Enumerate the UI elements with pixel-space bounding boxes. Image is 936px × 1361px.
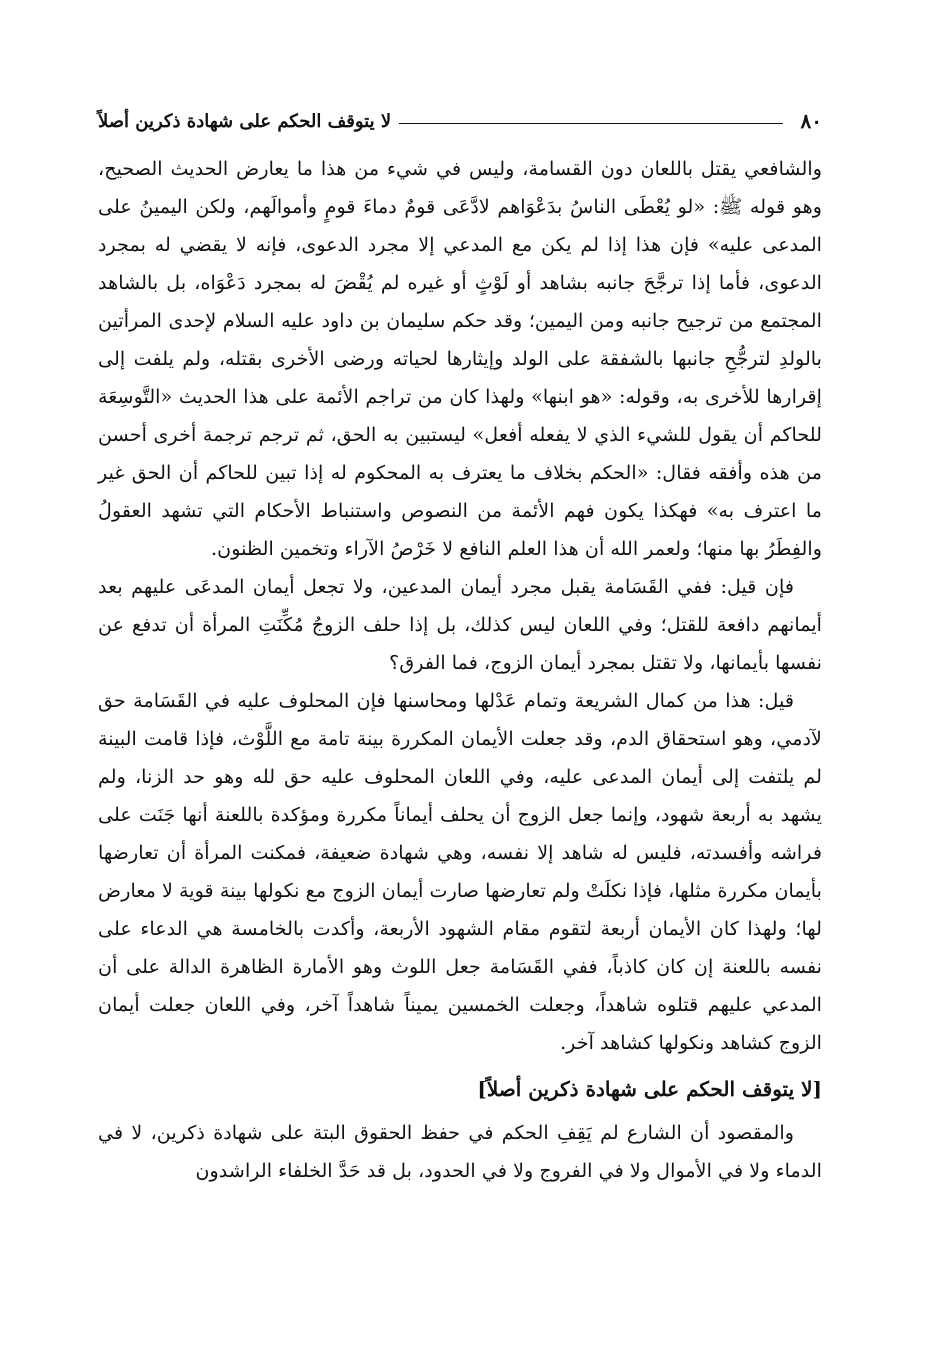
paragraph: والمقصود أن الشارع لم يَقِفِ الحكم في حفظ الحقوق البتة على شهادة ذكرين، لا في الدماء ولا في الأموال ولا في الفروج ولا في الحدود، بل قد حَدَّ الخلفاء الراشدون — [98, 1121, 822, 1182]
header-rule — [399, 123, 782, 124]
paragraph: والشافعي يقتل باللعان دون القسامة، وليس في شيء من هذا ما يعارض الحديث الصحيح، وهو قوله ﷺ: «لو يُعْطَى الناسُ بدَعْوَاهم لادَّعَى قومٌ دماءَ قومٍ وأموالَهم، ولكن اليمينُ على المدعى عليه» فإن هذا إذا لم يكن مع المدعي إلا مجرد الدعوى، فإنه لا يقضي له بمجرد الدعوى، فأما إذا ترجَّحَ جانبه بشاهد أو لَوْثٍ أو غيره لم يُقْضَ له بمجرد دَعْوَاه، بل بالشاهد المجتمع من ترجيح جانبه ومن اليمين؛ وقد حكم سليمان بن داود عليه السلام لإحدى المرأتين بالولدِ لترجُّحِ جانبها بالشفقة على الولد وإيثارها لحياته ورضى الأخرى بقتله، ولم يلفت إلى إقرارها للأخرى به، وقوله: «هو ابنها» ولهذا كان من تراجم الأئمة على هذا الحديث «التَّوسِعَة للحاكم أن يقول للشيء الذي لا يفعله أفعل» ليستبين به الحق، ثم ترجم ترجمة أخرى أحسن من هذه وأفقه فقال: «الحكم بخلاف ما يعترف به المحكوم له إذا تبين للحاكم أن الحق غير ما اعترف به» فهكذا يكون فهم الأئمة من النصوص واستنباط الأحكام التي تشهد العقولُ والفِطَرُ بها منها؛ ولعمر الله أن هذا العلم النافع لا خَرْصُ الآراء وتخمين الظنون. — [98, 157, 822, 560]
paragraph: قيل: هذا من كمال الشريعة وتمام عَدْلها ومحاسنها فإن المحلوف عليه في القَسَامة حق لآدمي، وهو استحقاق الدم، وقد جعلت الأيمان المكررة بينة تامة مع اللَّوْث، فإذا قامت البينة لم يلتفت إلى أيمان المدعى عليه، وفي اللعان المحلوف عليه حق لله وهو حد الزنا، ولم يشهد به أربعة شهود، وإنما جعل الزوج أن يحلف أيماناً مكررة ومؤكدة باللعنة أنها جَنَت على فراشه وأفسدته، فليس له شاهد إلا نفسه، وهي شهادة ضعيفة، فمكنت المرأة أن تعارضها بأيمان مكررة مثلها، فإذا نكلَتْ ولم تعارضها صارت أيمان الزوج مع نكولها بينة قوية لا معارض لها؛ ولهذا كان الأيمان أربعة لتقوم مقام الشهود الأربعة، وأكدت بالخامسة هي الدعاء على نفسه باللعنة إن كان كاذباً، ففي القَسَامة جعل اللوث وهو الأمارة الظاهرة الدالة على أن المدعي عليهم قتلوه شاهداً، وجعلت الخمسين يميناً شاهداً آخر، وفي اللعان جعلت أيمان الزوج كشاهد ونكولها كشاهد آخر. — [98, 689, 822, 1054]
page-body — [98, 150, 822, 1190]
section-heading: [لا يتوقف الحكم على شهادة ذكرين أصلاً] — [477, 1077, 822, 1101]
running-header — [98, 104, 822, 138]
paragraph: فإن قيل: ففي القَسَامة يقبل مجرد أيمان المدعين، ولا تجعل أيمان المدعَى عليهم بعد أيمانهم دافعة للقتل؛ وفي اللعان ليس كذلك، بل إذا حلف الزوجُ مُكِّنَتِ المرأة أن تدفع عن نفسها بأيمانها، ولا تقتل بمجرد أيمان الزوج، فما الفرق؟ — [98, 575, 822, 674]
page-number: ٨٠ — [800, 109, 822, 133]
running-title: لا يتوقف الحكم على شهادة ذكرين أصلاً — [98, 110, 392, 132]
